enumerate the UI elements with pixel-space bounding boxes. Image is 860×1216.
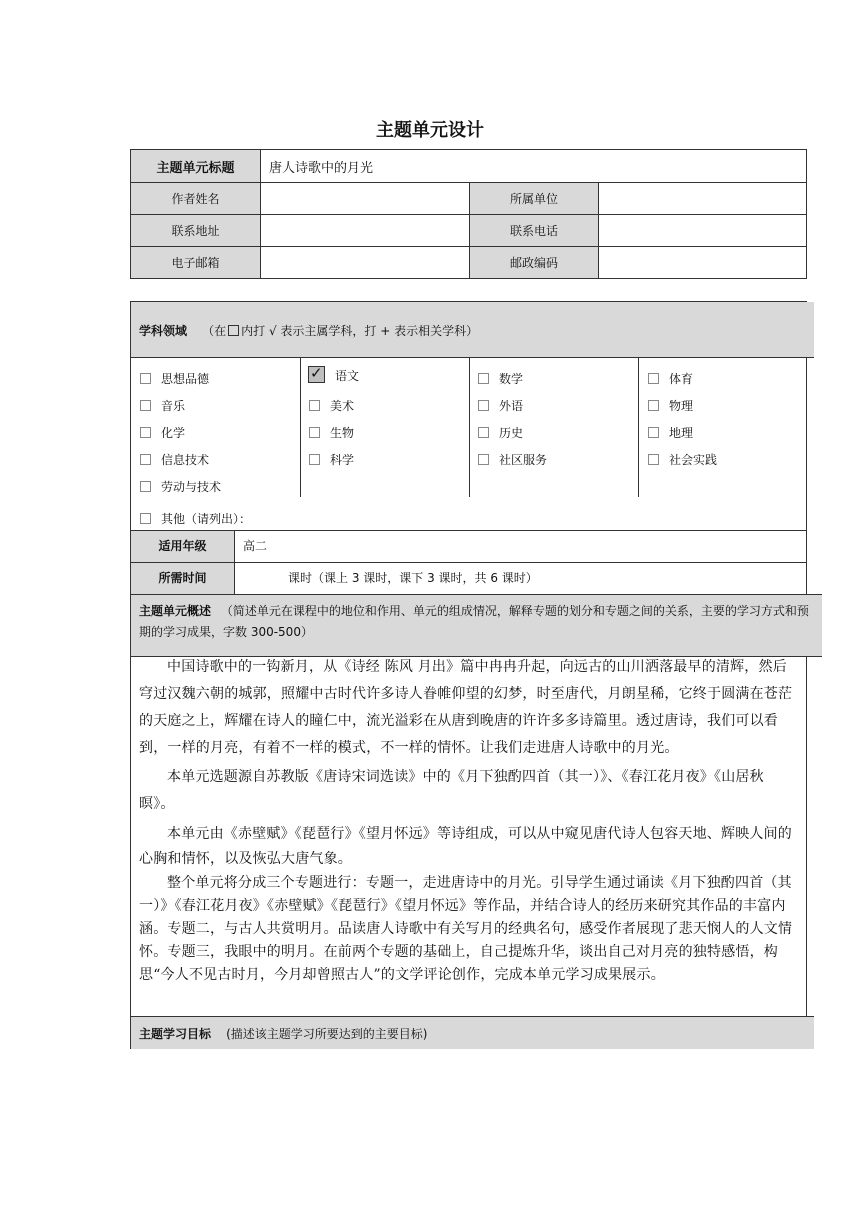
subject-it[interactable]: 信息技术: [140, 451, 209, 468]
checkbox-icon[interactable]: [478, 400, 489, 411]
address-field[interactable]: [261, 215, 470, 247]
overview-label: 主题单元概述: [139, 604, 212, 618]
subject-area-note-suffix: 内打 √ 表示主属学科，打 + 表示相关学科）: [241, 324, 479, 338]
overview-paragraph: 本单元选题源自苏教版《唐诗宋词选读》中的《月下独酌四首（其一）》、《春江花月夜》《山居秋暝》。: [139, 769, 764, 812]
phone-label: 联系电话: [470, 215, 599, 247]
goals-label: 主题学习目标: [139, 1027, 212, 1041]
goals-note: (描述该主题学习所要达到的主要目标): [226, 1027, 428, 1041]
topic-value[interactable]: 唐人诗歌中的月光: [261, 150, 807, 183]
column-divider: [300, 357, 301, 497]
checkbox-icon[interactable]: [140, 400, 151, 411]
subject-area-note-prefix: （在: [202, 324, 227, 338]
subject-chinese[interactable]: ✓ 语文: [310, 364, 360, 383]
checkbox-sample-icon: [228, 325, 239, 336]
checkbox-icon[interactable]: [140, 373, 151, 384]
subject-pe[interactable]: 体育: [648, 370, 693, 387]
grade-label: 适用年级: [131, 531, 235, 562]
subject-art[interactable]: 美术: [309, 397, 354, 414]
subject-moral[interactable]: 思想品德: [140, 370, 209, 387]
subject-physics[interactable]: 物理: [648, 397, 693, 414]
subject-music[interactable]: 音乐: [140, 397, 185, 414]
email-field[interactable]: [261, 247, 470, 279]
subject-area-label: 学科领域: [139, 324, 188, 338]
topic-label: 主题单元标题: [131, 150, 261, 183]
checkbox-icon[interactable]: [648, 427, 659, 438]
subject-chemistry[interactable]: 化学: [140, 424, 185, 441]
unit-field[interactable]: [599, 183, 807, 215]
grade-row: [131, 530, 806, 563]
overview-body: [139, 654, 799, 987]
author-label: 作者姓名: [131, 183, 261, 215]
checkbox-icon[interactable]: [478, 373, 489, 384]
subject-foreign-language[interactable]: 外语: [478, 397, 523, 414]
checkbox-icon[interactable]: [140, 481, 151, 492]
time-label: 所需时间: [131, 563, 235, 594]
overview-header: [131, 594, 822, 657]
grade-value[interactable]: 高二: [243, 539, 268, 553]
checkbox-icon[interactable]: [140, 454, 151, 465]
subject-geography[interactable]: 地理: [648, 424, 693, 441]
subject-science[interactable]: 科学: [309, 451, 354, 468]
checkbox-icon[interactable]: [478, 454, 489, 465]
postcode-label: 邮政编码: [470, 247, 599, 279]
address-label: 联系地址: [131, 215, 261, 247]
subject-social-practice[interactable]: 社会实践: [648, 451, 717, 468]
subject-biology[interactable]: 生物: [309, 424, 354, 441]
subject-area-header: [131, 302, 814, 358]
subject-labor[interactable]: 劳动与技术: [140, 478, 221, 495]
info-table: [130, 149, 807, 279]
column-divider: [638, 357, 639, 497]
author-field[interactable]: [261, 183, 470, 215]
subject-community[interactable]: 社区服务: [478, 451, 547, 468]
design-section: [130, 301, 807, 1049]
checkbox-icon[interactable]: [309, 400, 320, 411]
overview-paragraph: 中国诗歌中的一钩新月，从《诗经 陈风 月出》篇中冉冉升起，向远古的山川洒落最早的清辉，然后穹过汉魏六朝的城郭，照耀中古时代许多诗人眷帷仰望的幻梦，时至唐代，月朗星稀，它终于圆满在苍茫的天庭之上，辉耀在诗人的瞳仁中，流光溢彩在从唐到晚唐的许许多多诗篇里。透过唐诗，我们可以看到，一样的月亮，有着不一样的模式，不一样的情怀。让我们走进唐人诗歌中的月光。: [139, 659, 793, 756]
checkbox-icon[interactable]: [648, 454, 659, 465]
time-value[interactable]: 课时（课上 3 课时，课下 3 课时，共 6 课时）: [288, 571, 538, 585]
unit-label: 所属单位: [470, 183, 599, 215]
subject-math[interactable]: 数学: [478, 370, 523, 387]
page-title: 主题单元设计: [376, 120, 484, 141]
overview-paragraph: 本单元由《赤壁赋》《琵琶行》《望月怀远》等诗组成，可以从中窥见唐代诗人包容天地、辉映人间的心胸和情怀，以及恢弘大唐气象。: [139, 826, 792, 867]
subject-other[interactable]: 其他（请列出）：: [140, 510, 251, 527]
checkbox-icon[interactable]: [140, 427, 151, 438]
phone-field[interactable]: [599, 215, 807, 247]
subject-history[interactable]: 历史: [478, 424, 523, 441]
checkbox-icon[interactable]: [309, 427, 320, 438]
overview-note: （简述单元在课程中的地位和作用、单元的组成情况，解释专题的划分和专题之间的关系，主要的学习方式和预期的学习成果，字数 300-500）: [139, 604, 809, 639]
checkbox-icon[interactable]: [648, 400, 659, 411]
column-divider: [469, 357, 470, 497]
checkbox-icon[interactable]: [478, 427, 489, 438]
goals-header: [131, 1016, 814, 1049]
checked-checkbox-icon[interactable]: ✓: [308, 366, 325, 383]
checkbox-icon[interactable]: [309, 454, 320, 465]
email-label: 电子邮箱: [131, 247, 261, 279]
postcode-field[interactable]: [599, 247, 807, 279]
checkbox-icon[interactable]: [140, 513, 151, 524]
overview-paragraph: 整个单元将分成三个专题进行：专题一，走进唐诗中的月光。引导学生通过诵读《月下独酌四首（其一）》《春江花月夜》《赤壁赋》《琵琶行》《望月怀远》等作品，并结合诗人的经历来研究其作品的丰富内涵。专题二，与古人共赏明月。品读唐人诗歌中有关写月的经典名句，感受作者展现了悲天悯人的人文情怀。专题三，我眼中的明月。在前两个专题的基础上，自己提炼升华，谈出自己对月亮的独特感悟，构思“今人不见古时月，今月却曾照古人”的文学评论创作，完成本单元学习成果展示。: [139, 875, 793, 983]
checkbox-icon[interactable]: [648, 373, 659, 384]
time-row: [131, 562, 806, 595]
